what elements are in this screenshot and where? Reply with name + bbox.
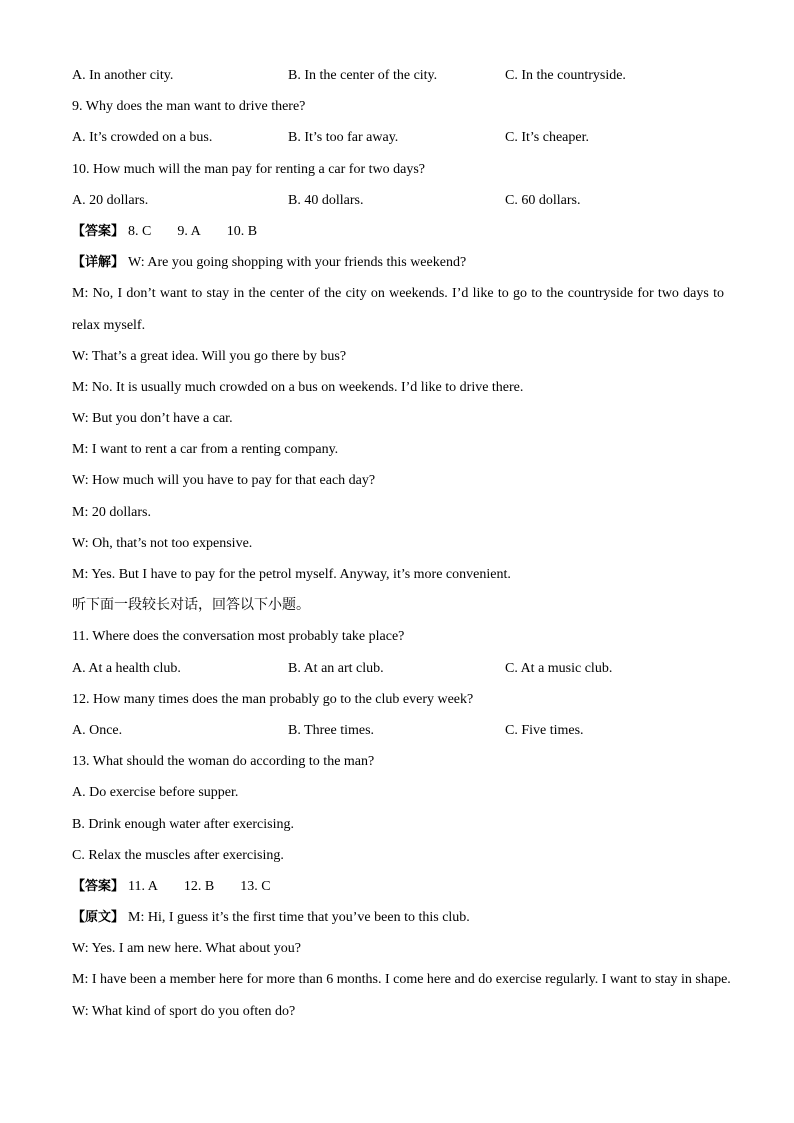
q10-option-c: C. 60 dollars. [505, 192, 581, 208]
dialogue-line: W: Oh, that’s not too expensive. [72, 535, 253, 551]
q10-options [72, 185, 724, 216]
answer-item: 11. A [128, 878, 158, 894]
q10-question: 10. How much will the man pay for renting a car for two days? [72, 161, 426, 177]
document-content [72, 60, 731, 1027]
q9-option-c: C. It’s cheaper. [505, 130, 589, 146]
q11-option-b: B. At an art club. [288, 660, 384, 676]
q8-options [72, 60, 724, 91]
q11-options [72, 653, 724, 684]
q11-question: 11. Where does the conversation most probably take place? [72, 629, 405, 645]
dialogue-line: M: 20 dollars. [72, 504, 151, 520]
q8-option-c: C. In the countryside. [505, 68, 626, 83]
q10-option-b: B. 40 dollars. [288, 192, 364, 208]
dialogue-line: W: How much will you have to pay for that each day? [72, 473, 376, 489]
q10-option-a: A. 20 dollars. [72, 192, 149, 208]
dialogue-line: M: I have been a member here for more than 6 months. I come here and do exercise regularly. I want to stay in shape. [72, 972, 731, 988]
answer-item: 10. B [226, 223, 258, 239]
dialogue-line: W: What kind of sport do you often do? [72, 1003, 296, 1019]
answer-key-1 [72, 216, 724, 247]
dialogue-line: W: Yes. I am new here. What about you? [72, 941, 301, 957]
dialogue-line: W: That’s a great idea. Will you go there by bus? [72, 348, 347, 364]
explanation-first-line [72, 247, 724, 278]
q9-options [72, 122, 724, 153]
q12-option-c: C. Five times. [505, 722, 584, 738]
dialogue-line: M: No, I don’t want to stay in the center of the city on weekends. I’d like to go to the countryside for two days to relax myself. [72, 286, 724, 333]
answer-item: 12. B [183, 878, 215, 894]
answer-label: 【答案】 [72, 878, 125, 894]
answer-key-2 [72, 871, 724, 902]
q12-options [72, 715, 724, 746]
q8-option-a: A. In another city. [72, 68, 174, 83]
q12-option-b: B. Three times. [288, 722, 375, 738]
q9-question: 9. Why does the man want to drive there? [72, 99, 306, 115]
q9-option-a: A. It’s crowded on a bus. [72, 130, 213, 146]
q13-option-b: B. Drink enough water after exercising. [72, 816, 294, 832]
answer-item: 8. C [128, 223, 152, 239]
section-instruction: 听下面一段较长对话，回答以下小题。 [72, 598, 310, 614]
dialogue-line: M: Hi, I guess it’s the first time that you’ve been to this club. [128, 910, 470, 926]
q9-option-b: B. It’s too far away. [288, 130, 399, 146]
q12-option-a: A. Once. [72, 722, 123, 738]
q11-option-c: C. At a music club. [505, 660, 613, 676]
dialogue-line: M: Yes. But I have to pay for the petrol myself. Anyway, it’s more convenient. [72, 567, 511, 583]
answer-item: 9. A [177, 223, 201, 239]
q13-question: 13. What should the woman do according to the man? [72, 754, 375, 770]
q11-option-a: A. At a health club. [72, 660, 181, 676]
q13-option-a: A. Do exercise before supper. [72, 785, 239, 801]
dialogue-line: M: No. It is usually much crowded on a bus on weekends. I’d like to drive there. [72, 379, 524, 395]
q8-option-b: B. In the center of the city. [288, 68, 438, 83]
dialogue-line: M: I want to rent a car from a renting company. [72, 442, 339, 458]
q12-question: 12. How many times does the man probably go to the club every week? [72, 691, 474, 707]
q13-option-c: C. Relax the muscles after exercising. [72, 847, 284, 863]
transcript-first-line [72, 902, 724, 933]
explanation-label: 【详解】 [72, 255, 125, 271]
answer-item: 13. C [240, 878, 271, 894]
dialogue-line: W: Are you going shopping with your friends this weekend? [128, 255, 467, 271]
answer-label: 【答案】 [72, 223, 125, 239]
dialogue-line: W: But you don’t have a car. [72, 411, 233, 427]
transcript-label: 【原文】 [72, 910, 125, 926]
